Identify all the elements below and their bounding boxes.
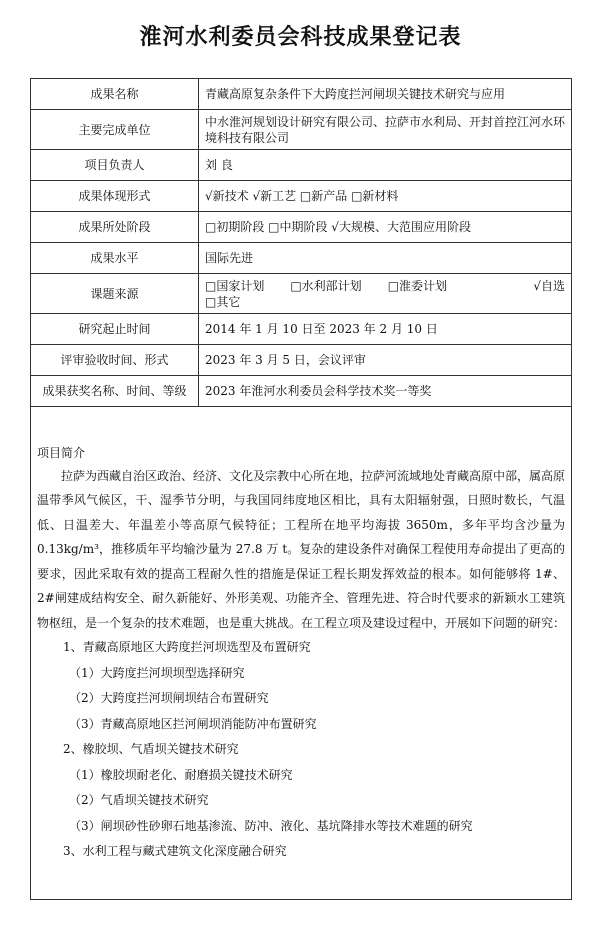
table-row (31, 376, 572, 407)
source-option: □其它 (205, 294, 241, 309)
field-value: 2023 年淮河水利委员会科学技术奖一等奖 (199, 376, 572, 407)
list-item: 3、水利工程与藏式建筑文化深度融合研究 (63, 844, 287, 858)
table-row (31, 314, 572, 345)
table-row (31, 345, 572, 376)
source-option: □淮委计划 (387, 278, 448, 293)
field-value: 2023 年 3 月 5 日，会议评审 (199, 345, 572, 376)
intro-heading: 项目简介 (37, 445, 86, 460)
list-item: （2）气盾坝关键技术研究 (69, 793, 209, 807)
field-label: 项目负责人 (31, 150, 199, 181)
field-label: 评审验收时间、形式 (31, 345, 199, 376)
field-label: 成果名称 (31, 79, 199, 110)
source-option: □国家计划 (205, 278, 265, 293)
list-item: （1）橡胶坝耐老化、耐磨损关键技术研究 (69, 767, 293, 782)
intro-paragraph: 拉萨为西藏自治区政治、经济、文化及宗教中心所在地，拉萨河流域地处青藏高原中部，属高原温带季风气候区，干、湿季节分明，与我国同纬度地区相比，具有太阳辐射强，日照时数长，气温低、日温差大、年温差小等高原气候特征；工程所在地平均海拔 3650m，多年平均含沙量为 0.13kg/m³，推移质年平均输沙量为 27.8 万 t。复杂的建设条件对确保工程使用寿命提出了更高的要求，因此采取有效的提高工程耐久性的措施是保证工程长期发挥效益的根本。如何能够将 1#、2#闸建成结构安全、耐久新能好、外形美观、功能齐全、管理先进、符合时代要求的新颖水工建筑物枢纽，是一个复杂的技术难题，也是重大挑战。在工程立项及建设过程中，开展如下问题的研究： (37, 468, 566, 630)
source-option: √自选 (533, 278, 565, 293)
list-item: （3）闸坝砂性砂卵石地基渗流、防冲、液化、基坑降排水等技术难题的研究 (69, 818, 473, 833)
list-item: （2）大跨度拦河坝闸坝结合布置研究 (69, 691, 269, 705)
field-label: 主要完成单位 (31, 110, 199, 150)
page-title: 淮河水利委员会科技成果登记表 (139, 24, 462, 50)
table-row (31, 212, 572, 243)
source-option: □水利部计划 (290, 278, 362, 293)
table-row (31, 274, 572, 314)
intro-row (31, 407, 572, 900)
list-item: （3）青藏高原地区拦河闸坝消能防冲布置研究 (69, 716, 317, 731)
field-label: 研究起止时间 (31, 314, 199, 345)
field-label: 成果获奖名称、时间、等级 (31, 376, 199, 407)
table-row (31, 181, 572, 212)
field-label: 成果水平 (31, 243, 199, 274)
field-value (199, 274, 572, 314)
field-value: 2014 年 1 月 10 日至 2023 年 2 月 10 日 (199, 314, 572, 345)
table-row (31, 110, 572, 150)
field-value: 刘 良 (199, 150, 572, 181)
field-value: 青藏高原复杂条件下大跨度拦河闸坝关键技术研究与应用 (199, 79, 572, 110)
field-label: 成果体现形式 (31, 181, 199, 212)
field-label: 成果所处阶段 (31, 212, 199, 243)
list-item: 1、青藏高原地区大跨度拦河坝选型及布置研究 (63, 640, 311, 654)
table-row (31, 79, 572, 110)
field-value: 国际先进 (199, 243, 572, 274)
project-intro (31, 407, 572, 900)
research-topic-list (37, 635, 565, 865)
registration-table (30, 78, 572, 900)
field-label: 课题来源 (31, 274, 199, 314)
field-value: √新技术 √新工艺 □新产品 □新材料 (199, 181, 572, 212)
list-item: （1）大跨度拦河坝坝型选择研究 (69, 665, 245, 680)
field-value: □初期阶段 □中期阶段 √大规模、大范围应用阶段 (199, 212, 572, 243)
field-value: 中水淮河规划设计研究有限公司、拉萨市水利局、开封首控江河水环境科技有限公司 (199, 110, 572, 150)
table-row (31, 243, 572, 274)
list-item: 2、橡胶坝、气盾坝关键技术研究 (63, 742, 239, 756)
table-row (31, 150, 572, 181)
